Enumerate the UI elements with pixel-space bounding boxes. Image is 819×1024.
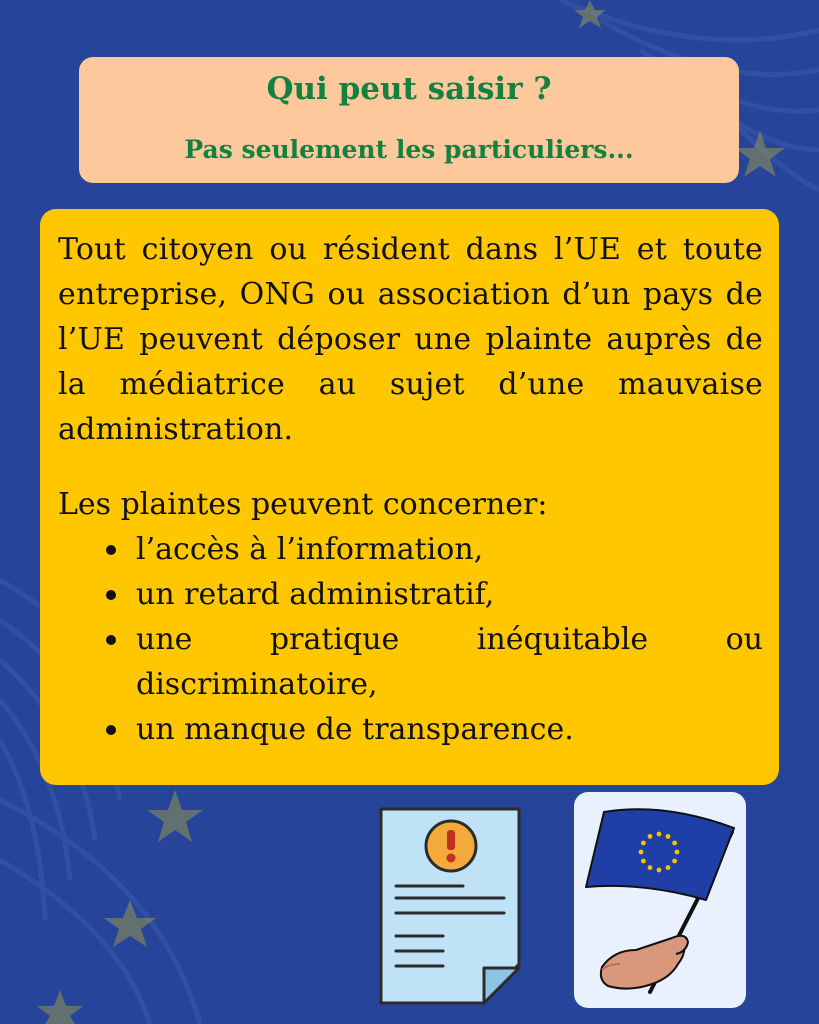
- list-item-text: l’accès à l’information,: [136, 532, 484, 567]
- bullet-icon: [106, 725, 116, 735]
- list-item-text: un retard administratif,: [136, 577, 495, 612]
- bg-star: [147, 790, 203, 842]
- bg-star: [37, 990, 83, 1024]
- main-content-card: [40, 209, 779, 785]
- list-item: [92, 572, 763, 617]
- header-title: Qui peut saisir ?: [266, 71, 552, 107]
- document-warning-icon: [378, 806, 523, 1006]
- bg-star: [735, 130, 785, 177]
- eu-flag-card: [574, 792, 746, 1008]
- list-item: [92, 707, 763, 752]
- list-item-text: une pratique inéquitable ou: [136, 622, 763, 657]
- bg-star: [104, 900, 156, 947]
- bullet-icon: [106, 545, 116, 555]
- list-title: Les plaintes peuvent concerner:: [58, 487, 548, 522]
- list-item-text-continued: discriminatoire,: [136, 667, 378, 702]
- header-subtitle: Pas seulement les particuliers...: [184, 135, 634, 164]
- eu-flag-icon: [574, 792, 746, 1008]
- complaint-list: [58, 527, 763, 752]
- header-card: [79, 57, 739, 183]
- bullet-icon: [106, 635, 116, 645]
- intro-paragraph: Tout citoyen ou résident dans l’UE et toute entreprise, ONG ou association d’un pays de l’UE peuvent déposer une plainte auprès de la médiatrice au sujet d’une mauvaise administration.: [58, 232, 763, 447]
- list-item: [92, 617, 763, 707]
- list-item-text: un manque de transparence.: [136, 712, 574, 747]
- bullet-icon: [106, 590, 116, 600]
- list-item: [92, 527, 763, 572]
